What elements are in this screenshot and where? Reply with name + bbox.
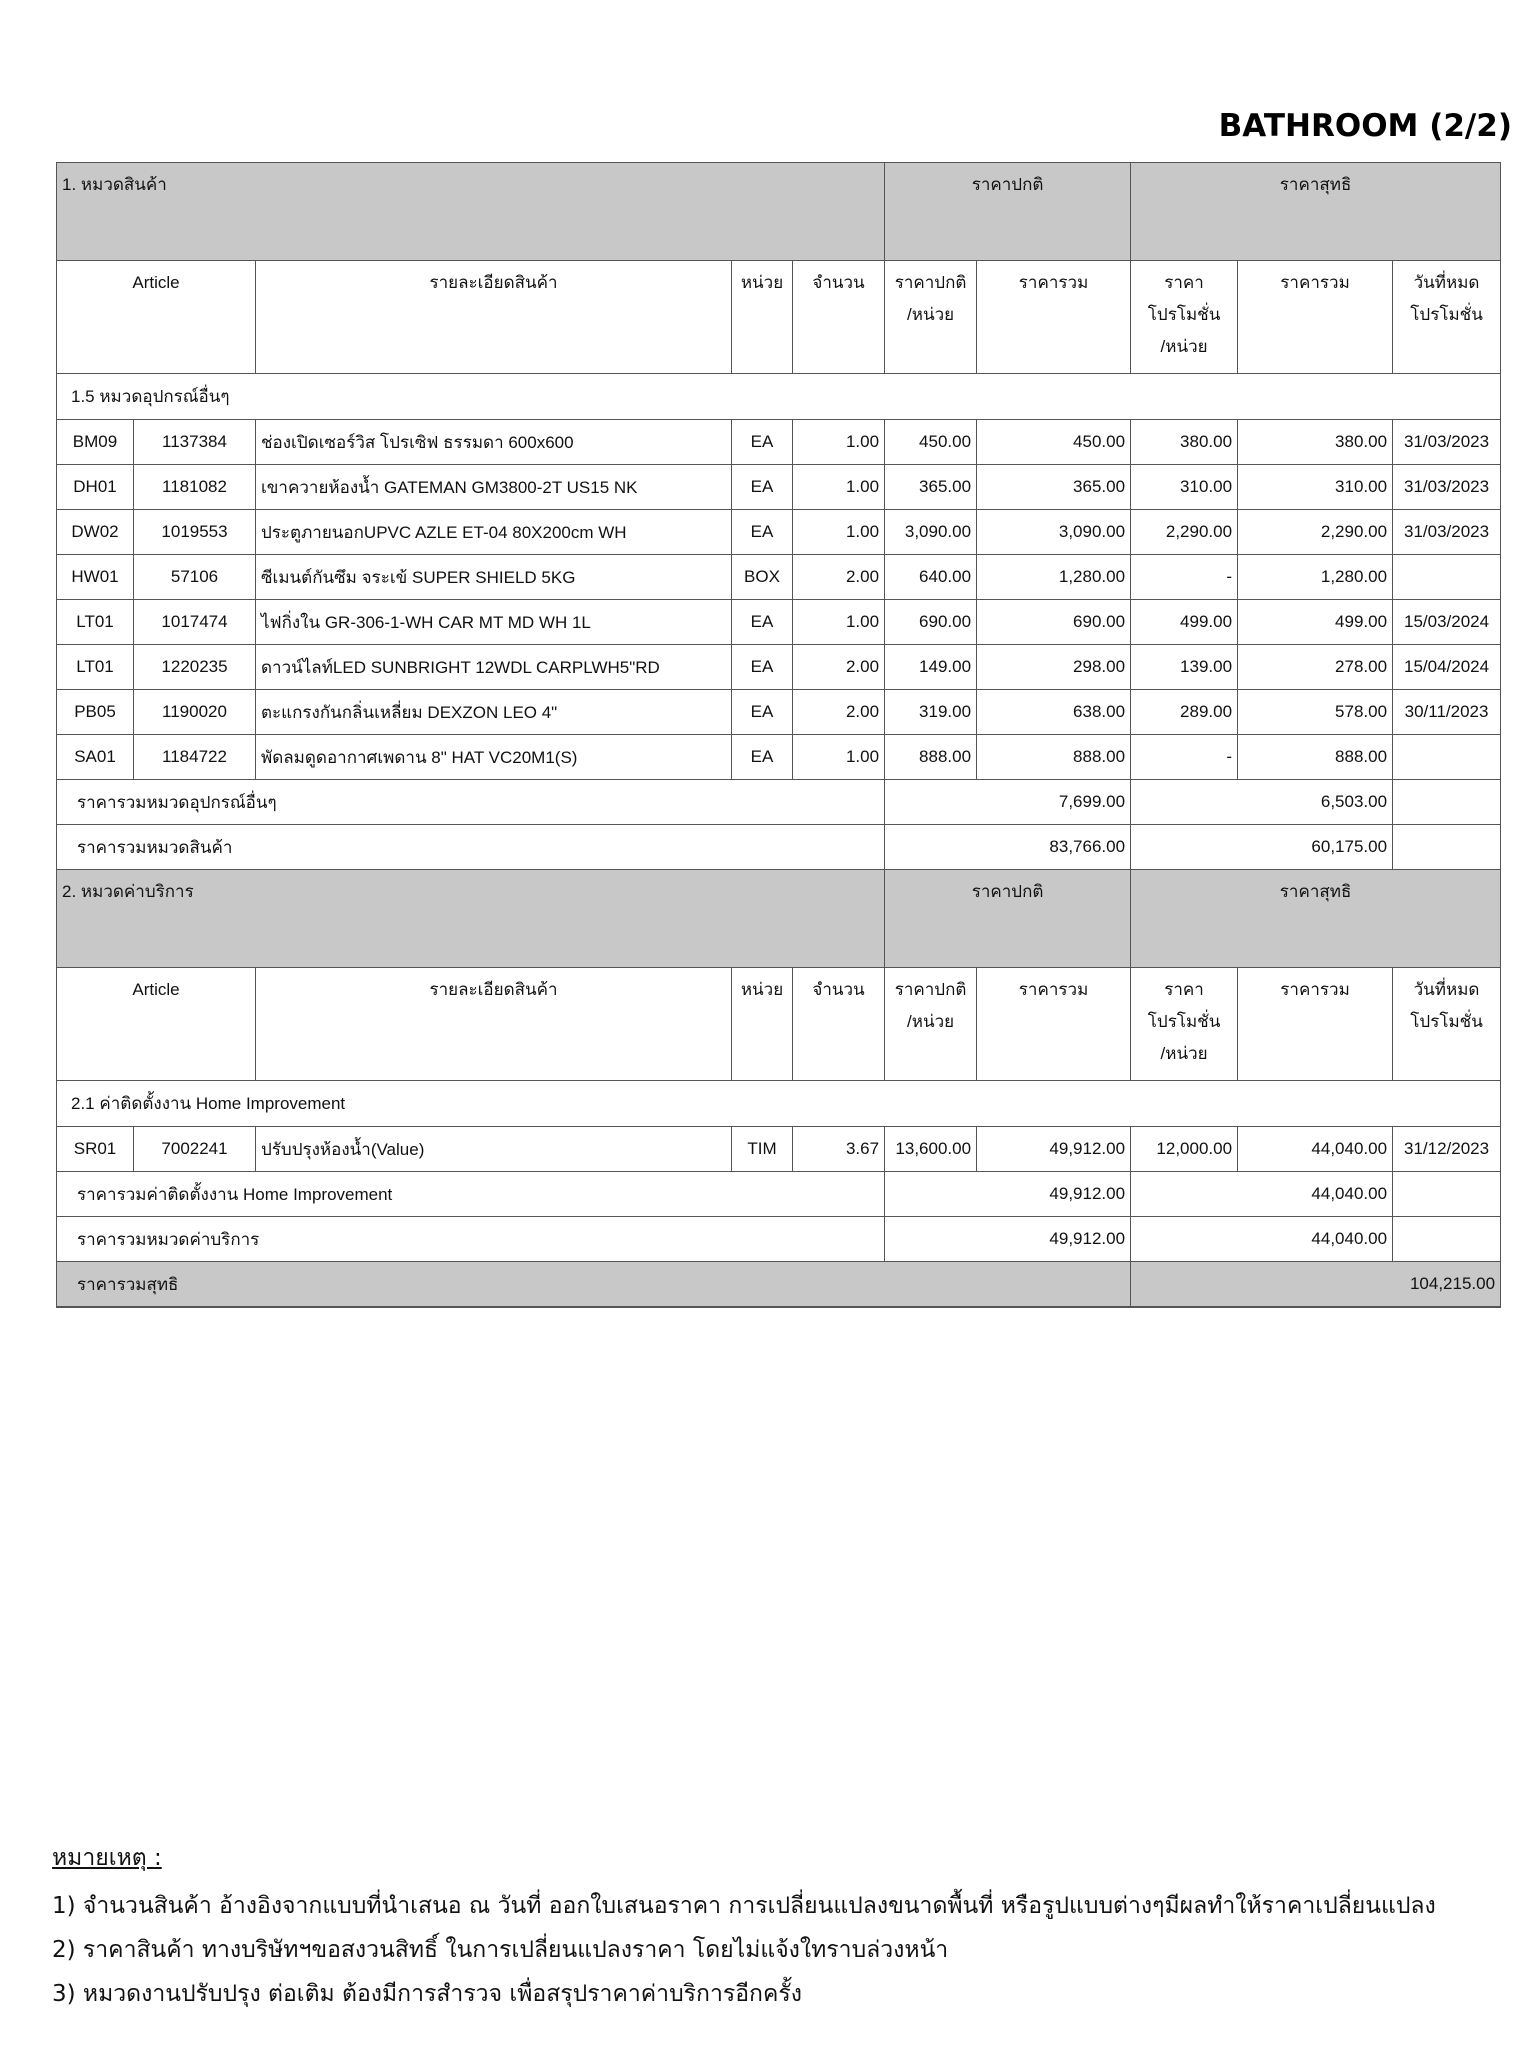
item-desc: พัดลมดูดอากาศเพดาน 8" HAT VC20M1(S) [256, 735, 732, 780]
item-desc: ประตูภายนอกUPVC AZLE ET-04 80X200cm WH [256, 510, 732, 555]
item-desc: ไฟกิ่งใน GR-306-1-WH CAR MT MD WH 1L [256, 600, 732, 645]
item-promo-price: - [1131, 555, 1238, 600]
grand-total-label: ราคารวมสุทธิ [57, 1262, 1131, 1308]
subsection-total-label: ราคารวมหมวดอุปกรณ์อื่นๆ [57, 780, 885, 825]
item-desc: ปรับปรุงห้องน้ำ(Value) [256, 1127, 732, 1172]
item-qty: 1.00 [793, 510, 885, 555]
col-article: Article [57, 968, 256, 1081]
item-unit: EA [732, 735, 793, 780]
item-promo-end: 31/03/2023 [1393, 510, 1501, 555]
column-header-row [57, 968, 1501, 1081]
item-unit: TIM [732, 1127, 793, 1172]
item-desc: ตะแกรงกันกลิ่นเหลี่ยม DEXZON LEO 4" [256, 690, 732, 735]
header-line: โปรโมชั่น [1410, 1012, 1483, 1031]
item-price: 13,600.00 [885, 1127, 977, 1172]
item-unit: EA [732, 690, 793, 735]
section-total-regular: 49,912.00 [885, 1217, 1131, 1262]
item-promo-price: 380.00 [1131, 420, 1238, 465]
item-promo-total: 278.00 [1238, 645, 1393, 690]
section-total-label: ราคารวมหมวดสินค้า [57, 825, 885, 870]
item-promo-price: 12,000.00 [1131, 1127, 1238, 1172]
item-unit: EA [732, 510, 793, 555]
section-total-regular: 83,766.00 [885, 825, 1131, 870]
table-row [57, 645, 1501, 690]
item-article: 1190020 [134, 690, 256, 735]
regular-price-header: ราคาปกติ [885, 163, 1131, 261]
section-total-row [57, 825, 1501, 870]
header-line: ราคา [1164, 980, 1204, 999]
item-promo-end: 31/03/2023 [1393, 465, 1501, 510]
col-promo-total: ราคารวม [1238, 968, 1393, 1081]
item-article: 7002241 [134, 1127, 256, 1172]
item-price: 149.00 [885, 645, 977, 690]
empty-cell [1393, 825, 1501, 870]
header-line: /หน่วย [1160, 1044, 1208, 1063]
item-unit: EA [732, 465, 793, 510]
item-qty: 1.00 [793, 735, 885, 780]
item-total: 1,280.00 [977, 555, 1131, 600]
item-unit: EA [732, 645, 793, 690]
table-row [57, 510, 1501, 555]
item-unit: BOX [732, 555, 793, 600]
notes-title: หมายเหตุ : [52, 1845, 162, 1871]
item-promo-price: 289.00 [1131, 690, 1238, 735]
subsection-label: 2.1 ค่าติดตั้งงาน Home Improvement [57, 1081, 1501, 1127]
note-item: 1) จำนวนสินค้า อ้างอิงจากแบบที่นำเสนอ ณ วันที่ ออกใบเสนอราคา การเปลี่ยนแปลงขนาดพื้นที่ หรือรูปแบบต่างๆมีผลทำให้ราคาเปลี่ยนแปลง [52, 1893, 1436, 1919]
table-row [57, 735, 1501, 780]
item-total: 365.00 [977, 465, 1131, 510]
item-code: PB05 [57, 690, 134, 735]
item-code: DH01 [57, 465, 134, 510]
header-line: /หน่วย [1160, 337, 1208, 356]
item-qty: 2.00 [793, 690, 885, 735]
item-promo-total: 888.00 [1238, 735, 1393, 780]
header-line: วันที่หมด [1413, 273, 1480, 292]
subsection-label: 1.5 หมวดอุปกรณ์อื่นๆ [57, 374, 1501, 420]
item-promo-end: 15/03/2024 [1393, 600, 1501, 645]
item-article: 1181082 [134, 465, 256, 510]
subsection-total-row [57, 780, 1501, 825]
section-total-label: ราคารวมหมวดค่าบริการ [57, 1217, 885, 1262]
net-price-header: ราคาสุทธิ [1131, 163, 1501, 261]
subsection-total-regular: 7,699.00 [885, 780, 1131, 825]
header-line: โปรโมชั่น [1410, 305, 1483, 324]
col-promo-end [1393, 261, 1501, 374]
subsection-total-net: 6,503.00 [1131, 780, 1393, 825]
item-qty: 2.00 [793, 645, 885, 690]
table-row [57, 600, 1501, 645]
item-code: SA01 [57, 735, 134, 780]
subsection-total-row [57, 1172, 1501, 1217]
item-total: 450.00 [977, 420, 1131, 465]
header-line: โปรโมชั่น [1147, 1012, 1221, 1031]
subsection-row [57, 374, 1501, 420]
item-code: LT01 [57, 645, 134, 690]
regular-price-header: ราคาปกติ [885, 870, 1131, 968]
notes [52, 1840, 1436, 2016]
col-qty: จำนวน [793, 261, 885, 374]
col-promo-price [1131, 261, 1238, 374]
item-promo-end: 15/04/2024 [1393, 645, 1501, 690]
item-total: 638.00 [977, 690, 1131, 735]
item-price: 319.00 [885, 690, 977, 735]
item-article: 1017474 [134, 600, 256, 645]
item-promo-price: 310.00 [1131, 465, 1238, 510]
item-article: 1220235 [134, 645, 256, 690]
empty-cell [1393, 1172, 1501, 1217]
item-code: LT01 [57, 600, 134, 645]
item-promo-total: 578.00 [1238, 690, 1393, 735]
col-promo-total: ราคารวม [1238, 261, 1393, 374]
item-promo-price: 139.00 [1131, 645, 1238, 690]
item-price: 450.00 [885, 420, 977, 465]
section-label: 1. หมวดสินค้า [57, 163, 885, 261]
item-unit: EA [732, 420, 793, 465]
item-total: 690.00 [977, 600, 1131, 645]
table-row [57, 555, 1501, 600]
item-code: BM09 [57, 420, 134, 465]
item-qty: 2.00 [793, 555, 885, 600]
header-line: โปรโมชั่น [1147, 305, 1221, 324]
item-code: SR01 [57, 1127, 134, 1172]
table-row [57, 690, 1501, 735]
item-promo-total: 499.00 [1238, 600, 1393, 645]
subsection-total-regular: 49,912.00 [885, 1172, 1131, 1217]
item-promo-end: 31/12/2023 [1393, 1127, 1501, 1172]
item-price: 365.00 [885, 465, 977, 510]
item-desc: เขาควายห้องน้ำ GATEMAN GM3800-2T US15 NK [256, 465, 732, 510]
item-promo-total: 44,040.00 [1238, 1127, 1393, 1172]
item-promo-end [1393, 555, 1501, 600]
col-article: Article [57, 261, 256, 374]
section-label: 2. หมวดค่าบริการ [57, 870, 885, 968]
table-row [57, 1127, 1501, 1172]
item-article: 1184722 [134, 735, 256, 780]
col-detail: รายละเอียดสินค้า [256, 968, 732, 1081]
table-row [57, 420, 1501, 465]
item-code: HW01 [57, 555, 134, 600]
grand-total-row [57, 1262, 1501, 1308]
header-line: ราคาปกติ [894, 980, 967, 999]
subsection-total-net: 44,040.00 [1131, 1172, 1393, 1217]
item-article: 1019553 [134, 510, 256, 555]
net-price-header: ราคาสุทธิ [1131, 870, 1501, 968]
item-desc: ดาวน์ไลท์LED SUNBRIGHT 12WDL CARPLWH5"RD [256, 645, 732, 690]
page-title: BATHROOM (2/2) [1218, 108, 1512, 144]
item-total: 49,912.00 [977, 1127, 1131, 1172]
header-line: วันที่หมด [1413, 980, 1480, 999]
item-article: 57106 [134, 555, 256, 600]
item-promo-end: 30/11/2023 [1393, 690, 1501, 735]
table-row [57, 465, 1501, 510]
col-qty: จำนวน [793, 968, 885, 1081]
item-price: 888.00 [885, 735, 977, 780]
section-total-net: 44,040.00 [1131, 1217, 1393, 1262]
item-qty: 1.00 [793, 465, 885, 510]
item-qty: 3.67 [793, 1127, 885, 1172]
item-promo-end: 31/03/2023 [1393, 420, 1501, 465]
item-desc: ช่องเปิดเซอร์วิส โปรเซิฟ ธรรมดา 600x600 [256, 420, 732, 465]
item-qty: 1.00 [793, 600, 885, 645]
subsection-row [57, 1081, 1501, 1127]
item-promo-price: 499.00 [1131, 600, 1238, 645]
empty-cell [1393, 780, 1501, 825]
item-price: 3,090.00 [885, 510, 977, 555]
section-total-net: 60,175.00 [1131, 825, 1393, 870]
header-line: ราคา [1164, 273, 1204, 292]
header-line: /หน่วย [907, 1012, 955, 1031]
note-item: 3) หมวดงานปรับปรุง ต่อเติม ต้องมีการสำรวจ เพื่อสรุปราคาค่าบริการอีกครั้ง [52, 1981, 802, 2007]
empty-cell [1393, 1217, 1501, 1262]
col-total: ราคารวม [977, 261, 1131, 374]
item-total: 298.00 [977, 645, 1131, 690]
col-price-per-unit [885, 261, 977, 374]
column-header-row [57, 261, 1501, 374]
item-promo-total: 2,290.00 [1238, 510, 1393, 555]
note-item: 2) ราคาสินค้า ทางบริษัทฯขอสงวนสิทธิ์ ในการเปลี่ยนแปลงราคา โดยไม่แจ้งใทราบล่วงหน้า [52, 1937, 949, 1963]
item-price: 690.00 [885, 600, 977, 645]
col-total: ราคารวม [977, 968, 1131, 1081]
item-promo-total: 310.00 [1238, 465, 1393, 510]
item-total: 888.00 [977, 735, 1131, 780]
item-promo-total: 1,280.00 [1238, 555, 1393, 600]
grand-total-value: 104,215.00 [1131, 1262, 1501, 1308]
item-unit: EA [732, 600, 793, 645]
item-article: 1137384 [134, 420, 256, 465]
item-promo-price: 2,290.00 [1131, 510, 1238, 555]
item-promo-price: - [1131, 735, 1238, 780]
item-promo-total: 380.00 [1238, 420, 1393, 465]
item-desc: ซีเมนต์กันซึม จระเข้ SUPER SHIELD 5KG [256, 555, 732, 600]
header-line: ราคาปกติ [894, 273, 967, 292]
col-unit: หน่วย [732, 261, 793, 374]
item-qty: 1.00 [793, 420, 885, 465]
quotation-table [56, 162, 1501, 1308]
col-promo-end [1393, 968, 1501, 1081]
subsection-total-label: ราคารวมค่าติดตั้งงาน Home Improvement [57, 1172, 885, 1217]
item-promo-end [1393, 735, 1501, 780]
col-promo-price [1131, 968, 1238, 1081]
item-code: DW02 [57, 510, 134, 555]
header-line: /หน่วย [907, 305, 955, 324]
item-total: 3,090.00 [977, 510, 1131, 555]
col-unit: หน่วย [732, 968, 793, 1081]
col-detail: รายละเอียดสินค้า [256, 261, 732, 374]
section-total-row [57, 1217, 1501, 1262]
section-header-row [57, 163, 1501, 261]
section-header-row [57, 870, 1501, 968]
col-price-per-unit [885, 968, 977, 1081]
item-price: 640.00 [885, 555, 977, 600]
